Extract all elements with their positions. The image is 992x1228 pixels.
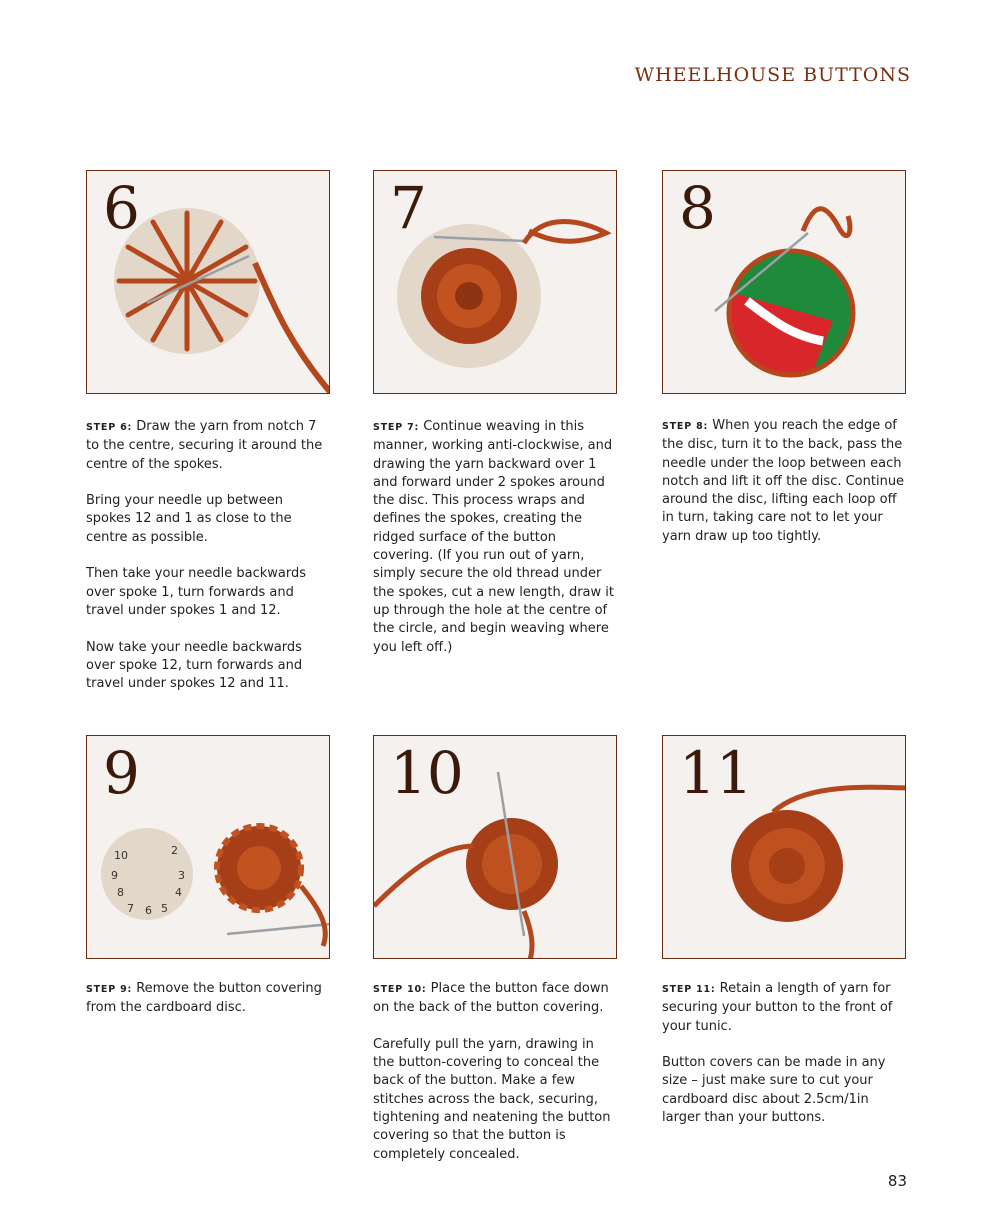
step-label: STEP 9: [86, 984, 133, 995]
step-intro: Retain a length of yarn for securing your button to the front of your tunic. [662, 981, 893, 1034]
photo-step-7 [373, 170, 617, 394]
step-paragraph: Carefully pull the yarn, drawing in the button-covering to conceal the back of the button. Make a few stitches across the back, securing, tightening and neatening the button covering so that the button is completely concealed. [373, 1036, 611, 1162]
step-paragraph: Button covers can be made in any size – just make sure to cut your cardboard disc about 2.5cm/1in larger than your buttons. [662, 1055, 886, 1126]
disc-number: 7 [127, 902, 134, 915]
step-9-caption [86, 980, 331, 1018]
step-intro: Draw the yarn from notch 7 to the centre, securing it around the centre of the spokes. [86, 419, 323, 472]
step-label: STEP 10: [373, 984, 427, 995]
disc-number: 10 [114, 849, 128, 862]
step-intro: Remove the button covering from the cardboard disc. [86, 981, 322, 1016]
disc-number: 8 [117, 886, 124, 899]
step-number: 9 [103, 739, 140, 807]
page-number: 83 [887, 1172, 907, 1190]
step-number: 11 [679, 739, 753, 807]
step-8-caption [662, 417, 907, 546]
disc-number: 5 [161, 902, 168, 915]
step-intro: Place the button face down on the back of the button covering. [373, 981, 609, 1016]
disc-number: 6 [145, 904, 152, 917]
step-paragraph: Now take your needle backwards over spoke 12, turn forwards and travel under spokes 12 and 11. [86, 639, 303, 692]
running-header: WHEELHOUSE BUTTONS [634, 64, 911, 86]
step-10-caption [373, 980, 618, 1164]
photo-step-9 [86, 735, 330, 959]
disc-number: 2 [171, 844, 178, 857]
step-7-caption [373, 418, 618, 657]
step-paragraph: Bring your needle up between spokes 12 and 1 as close to the centre as possible. [86, 493, 292, 545]
disc-number: 4 [175, 886, 182, 899]
step-label: STEP 6: [86, 422, 133, 433]
photo-step-10 [373, 735, 617, 959]
step-label: STEP 11: [662, 984, 716, 995]
step-intro: Continue weaving in this manner, working anti-clockwise, and drawing the yarn backward over 1 and forward under 2 spokes around the disc. This process wraps and defines the spokes, creating the ridged surface of the button covering. (If you run out of yarn, simply secure the old thread under the spokes, cut a new length, draw it up through the hole at the centre of the circle, and begin weaving where you left off.) [373, 419, 615, 655]
step-label: STEP 7: [373, 422, 420, 433]
step-11-caption [662, 980, 907, 1127]
photo-step-8 [662, 170, 906, 394]
step-number: 8 [679, 174, 716, 242]
photo-step-11 [662, 735, 906, 959]
disc-number: 3 [178, 869, 185, 882]
step-paragraph: Then take your needle backwards over spoke 1, turn forwards and travel under spokes 1 and 12. [86, 566, 307, 618]
step-number: 7 [390, 174, 427, 242]
step-6-caption [86, 418, 331, 693]
photo-step-6 [86, 170, 330, 394]
step-label: STEP 8: [662, 421, 709, 432]
step-number: 10 [390, 739, 464, 807]
disc-number: 9 [111, 869, 118, 882]
step-intro: When you reach the edge of the disc, turn it to the back, pass the needle under the loop between each notch and lift it off the disc. Continue around the disc, lifting each loop off in turn, taking care not to let your yarn draw up too tightly. [662, 418, 905, 544]
step-number: 6 [103, 174, 140, 242]
